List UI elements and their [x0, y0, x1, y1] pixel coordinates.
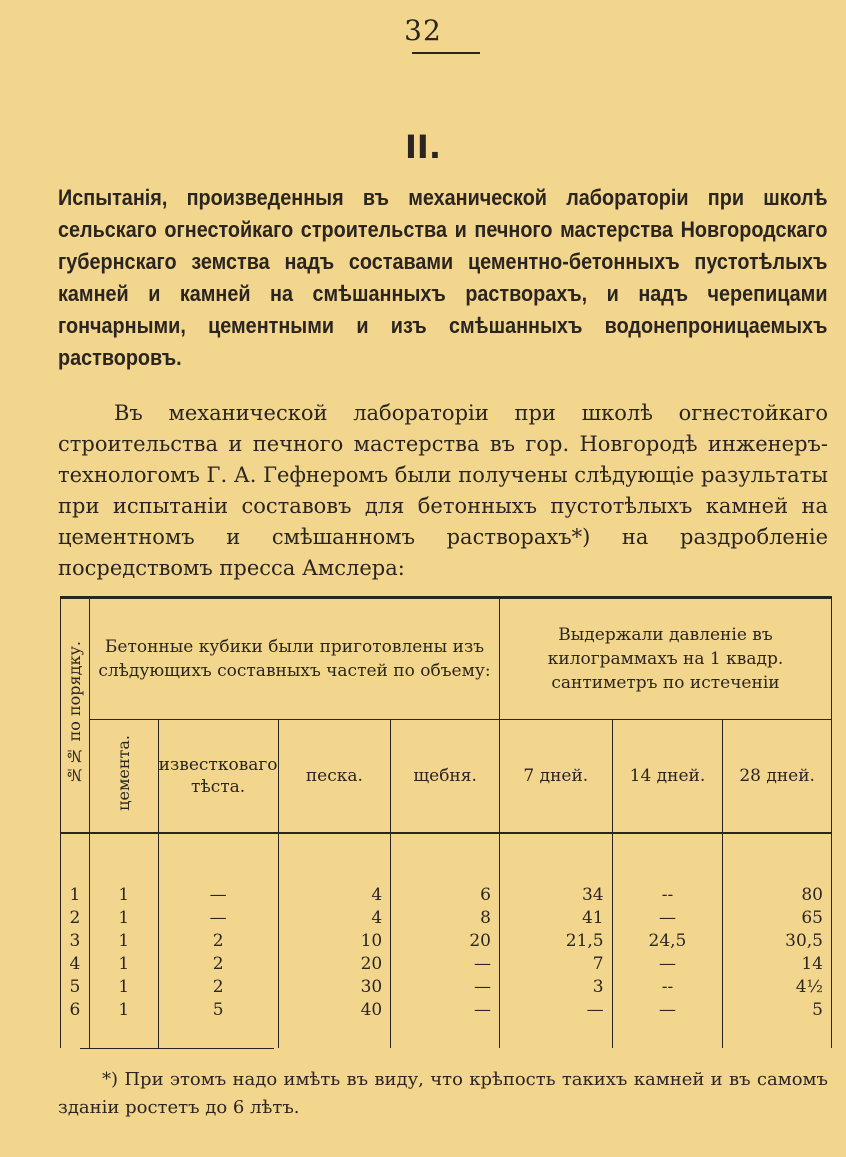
page-number: 32 — [404, 14, 442, 47]
cell-sand: 40 — [278, 999, 391, 1022]
cell-gravel: 8 — [391, 907, 500, 930]
column-header-28-days: 28 дней. — [723, 720, 832, 834]
cell-28-days: 65 — [723, 907, 832, 930]
cell-cement: 1 — [89, 930, 158, 953]
column-header-cement: цемента. — [89, 720, 158, 834]
cell-14-days: — — [612, 999, 723, 1022]
cell-number: 1 — [61, 884, 90, 907]
column-header-14-days: 14 дней. — [612, 720, 723, 834]
cell-sand: 4 — [278, 884, 391, 907]
cell-14-days: — — [612, 907, 723, 930]
column-header-lime: известковаго тѣста. — [158, 720, 278, 834]
section-numeral: II. — [405, 128, 441, 166]
column-header-sand: песка. — [278, 720, 391, 834]
table-row — [61, 930, 832, 953]
cell-7-days: 3 — [499, 976, 612, 999]
table-row — [61, 953, 832, 976]
cell-number: 5 — [61, 976, 90, 999]
cell-cement: 1 — [89, 999, 158, 1022]
table-row — [61, 976, 832, 999]
cell-lime: 2 — [158, 976, 278, 999]
cell-number: 6 — [61, 999, 90, 1022]
footnote-rule — [80, 1048, 274, 1049]
cell-7-days: — — [499, 999, 612, 1022]
cell-gravel: — — [391, 976, 500, 999]
column-header-number: №№ по порядку. — [61, 598, 90, 834]
cell-gravel: 6 — [391, 884, 500, 907]
table-row — [61, 999, 832, 1022]
page-number-underline — [412, 52, 480, 54]
cell-cement: 1 — [89, 976, 158, 999]
table-row — [61, 907, 832, 930]
cell-gravel: — — [391, 953, 500, 976]
cell-lime: — — [158, 884, 278, 907]
body-paragraph: Въ механической лабораторіи при школѣ огнестойкаго строительства и печного мастерства въ гор. Новгородѣ инженеръ-технологомъ Г. А. Гефнеромъ были получены слѣдующіе разультаты при испытаніи составовъ для бетонныхъ пустотѣлыхъ камней на цементномъ и смѣшанномъ растворахъ*) на раздробленіе посредствомъ пресса Амслера: — [58, 401, 828, 580]
cell-gravel: 20 — [391, 930, 500, 953]
cell-28-days: 4½ — [723, 976, 832, 999]
cell-7-days: 7 — [499, 953, 612, 976]
cell-14-days: 24,5 — [612, 930, 723, 953]
column-group-pressure: Выдержали давленіе въ килограммахъ на 1 квадр. сантиметръ по истеченіи — [499, 598, 831, 720]
cell-lime: 5 — [158, 999, 278, 1022]
cell-14-days: — — [612, 953, 723, 976]
column-group-composition: Бетонные кубики были приготовлены изъ слѣдующихъ составныхъ частей по объему: — [89, 598, 499, 720]
cell-sand: 10 — [278, 930, 391, 953]
cell-cement: 1 — [89, 953, 158, 976]
cell-gravel: — — [391, 999, 500, 1022]
cell-lime: 2 — [158, 953, 278, 976]
cell-7-days: 41 — [499, 907, 612, 930]
cell-lime: 2 — [158, 930, 278, 953]
cell-sand: 30 — [278, 976, 391, 999]
cell-cement: 1 — [89, 907, 158, 930]
cell-28-days: 14 — [723, 953, 832, 976]
results-table — [60, 596, 832, 1048]
column-header-gravel: щебня. — [391, 720, 500, 834]
cell-cement: 1 — [89, 884, 158, 907]
cell-14-days: -- — [612, 884, 723, 907]
cell-28-days: 30,5 — [723, 930, 832, 953]
table-row — [61, 884, 832, 907]
column-header-7-days: 7 дней. — [499, 720, 612, 834]
cell-7-days: 21,5 — [499, 930, 612, 953]
cell-28-days: 80 — [723, 884, 832, 907]
cell-28-days: 5 — [723, 999, 832, 1022]
section-heading: Испытанія, произведенныя въ механической лабораторіи при школѣ сельскаго огнестойкаго строительства и печного мастерства Новгородскаго губернскаго земства надъ составами цементно-бетонныхъ пустотѣлыхъ камней и камней на смѣшанныхъ растворахъ, и надъ черепицами гончарными, цементными и изъ смѣшанныхъ водонепроницаемыхъ растворовъ. — [58, 185, 828, 370]
cell-7-days: 34 — [499, 884, 612, 907]
cell-14-days: -- — [612, 976, 723, 999]
cell-lime: — — [158, 907, 278, 930]
cell-sand: 20 — [278, 953, 391, 976]
cell-sand: 4 — [278, 907, 391, 930]
cell-number: 3 — [61, 930, 90, 953]
footnote: *) При этомъ надо имѣть въ виду, что крѣпость такихъ камней и въ самомъ зданіи ростетъ до 6 лѣтъ. — [58, 1069, 828, 1118]
cell-number: 4 — [61, 953, 90, 976]
cell-number: 2 — [61, 907, 90, 930]
